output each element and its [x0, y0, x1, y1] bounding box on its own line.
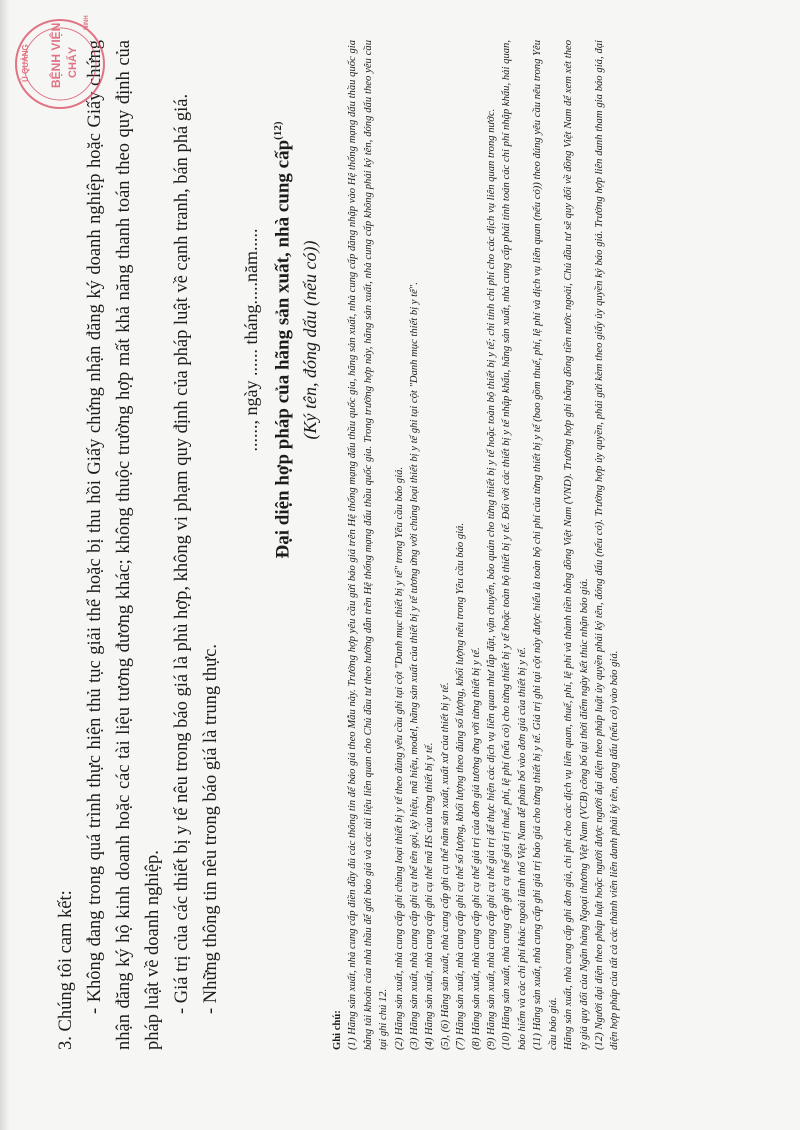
signature-title: [264, 110, 297, 570]
note-item: (8) Hãng sản xuất, nhà cung cấp ghi cụ thể giá trị của đơn giá tương ứng với từng thiết bị y tế.: [470, 647, 482, 1050]
note-item: (12) Người đại diện theo pháp luật hoặc người được người đại diện theo pháp luật ủy quyền phải ký tên, đóng dấu (nếu có). Trường hợp ủy quyền, phải gửi kèm theo giấy ủy quyền ký báo giá. Trường hợp liên danh tham gia báo giá, đại diện hợp pháp của tất cả các thành viên liên danh phải ký tên, đóng dấu (nếu có) vào báo giá.: [593, 40, 621, 1050]
stamp-text-edge: NINH: [84, 15, 90, 30]
note-item: (2) Hãng sản xuất, nhà cung cấp ghi chủng loại thiết bị y tế theo đúng yêu cầu ghi tại cột "Danh mục thiết bị y tế" trong Yêu cầu báo giá.: [393, 466, 405, 1050]
note-item: (7) Hãng sản xuất, nhà cung cấp ghi cụ thể số lượng, khối lượng theo đúng số lượng, khối lượng nêu trong Yêu cầu báo giá.: [455, 522, 467, 1050]
notes-heading: Ghi chú:: [332, 1010, 343, 1050]
commitment-section: [52, 40, 226, 1050]
note-item: (1) Hãng sản xuất, nhà cung cấp điền đầy đủ các thông tin để báo giá theo Mẫu này. Trường hợp yêu cầu gửi báo giá trên Hệ thống mạng đấu thầu quốc gia, hãng sản xuất, nhà cung cấp đăng nhập vào Hệ thống mạng đấu thầu quốc gia bằng tài khoản của nhà thầu để gửi báo giá và các tài liệu liên quan cho Chủ đầu tư theo hướng dẫn trên Hệ thống mạng đấu thầu quốc gia. Trong trường hợp này, hãng sản xuất, nhà cung cấp không phải ký tên, đóng dấu theo yêu cầu tại ghi chú 12.: [347, 40, 390, 1050]
signature-date: ......, ngày ...... tháng.....năm.....: [241, 228, 261, 452]
signature-title-text: Đại diện hợp pháp của hãng sản xuất, nhà cung cấp: [272, 139, 294, 559]
note-item: Hãng sản xuất, nhà cung cấp ghi đơn giá, chi phí cho các dịch vụ liên quan, thuế, phí, lệ phí và thành tiền bằng đồng Việt Nam (VND). Trường hợp ghi bằng đồng tiền nước ngoài, Chủ đầu tư sẽ quy đổi về đồng Việt Nam để xem xét theo tỷ giá quy đổi của Ngân hàng Ngoại thương Việt Nam (VCB) công bố tại thời điểm ngày kết thúc nhận báo giá.: [563, 40, 590, 1050]
note-item: (5), (6) Hãng sản xuất, nhà cung cấp ghi cụ thể năm sản xuất, xuất xứ của thiết bị y tế.: [439, 682, 451, 1050]
commitment-heading: 3. Chúng tôi cam kết:: [56, 890, 76, 1050]
stamp-text-mid: BỆNH VIỆN: [49, 22, 63, 88]
signature-title-ref: (12): [272, 121, 284, 140]
stamp-text-bot: CHẤY: [67, 46, 79, 78]
note-item: (10) Hãng sản xuất, nhà cung cấp ghi cụ thể giá trị thuế, phí, lệ phí (nếu có) cho từng thiết bị y tế hoặc toàn bộ thiết bị y tế. Đối với các thiết bị y tế nhập khẩu, hãng sản xuất, nhà cung cấp phải tính toán các chi phí nhập khẩu, hải quan, bảo hiểm và các chi phí khác ngoài lãnh thổ Việt Nam để phân bổ vào đơn giá của thiết bị y tế.: [501, 40, 528, 1050]
commitment-item-3: - Những thông tin nêu trong báo giá là trung thực.: [201, 644, 221, 1014]
stamp-text-top: Ủ QUẢNG: [21, 44, 30, 82]
note-item: (11) Hãng sản xuất, nhà cung cấp ghi giá trị báo giá cho từng thiết bị y tế. Giá trị ghi tại cột này được hiểu là toàn bộ chi phí của từng thiết bị y tế (bao gồm thuế, phí, lệ phí và dịch vụ liên quan (nếu có)) theo đúng yêu cầu nêu trong Yêu cầu báo giá.: [532, 40, 559, 1050]
commitment-item-1: - Không đang trong quá trình thực hiện thủ tục giải thể hoặc bị thu hồi Giấy chứng nhận đăng ký doanh nghiệp hoặc Giấy chứng nhận đăng ký hộ kinh doanh hoặc các tài liệu tương đương khác; không thuộc trường hợp mất khả năng thanh toán theo quy định của pháp luật về doanh nghiệp.: [85, 40, 163, 1050]
notes-section: [330, 40, 623, 1050]
commitment-item-2: - Giá trị của các thiết bị y tế nêu trong báo giá là phù hợp, không vi phạm quy định của pháp luật về cạnh tranh, bán phá giá.: [172, 93, 192, 1014]
hospital-stamp-icon: [6, 10, 106, 118]
signature-block: [238, 110, 323, 570]
scan-edge-shadow: [0, 0, 10, 1130]
note-item: (4) Hãng sản xuất, nhà cung cấp ghi cụ thể mã HS của từng thiết bị y tế.: [424, 742, 436, 1050]
note-item: (9) Hãng sản xuất, nhà cung cấp ghi cụ thể giá trị để thực hiện các dịch vụ liên quan như lắp đặt, vận chuyển, bảo quản cho từng thiết bị y tế hoặc toàn bộ thiết bị y tế; chi tính chi phí cho các dịch vụ liên quan trong nước.: [486, 108, 498, 1050]
signature-subtitle: (Ký tên, đóng dấu (nếu có)): [300, 240, 321, 440]
note-item: (3) Hãng sản xuất, nhà cung cấp ghi cụ thể tên gọi, ký hiệu, mã hiệu, model, hãng sản xuất của thiết bị y tế tương ứng với chủng loại thiết bị y tế ghi tại cột "Danh mục thiết bị y tế".: [409, 282, 421, 1050]
